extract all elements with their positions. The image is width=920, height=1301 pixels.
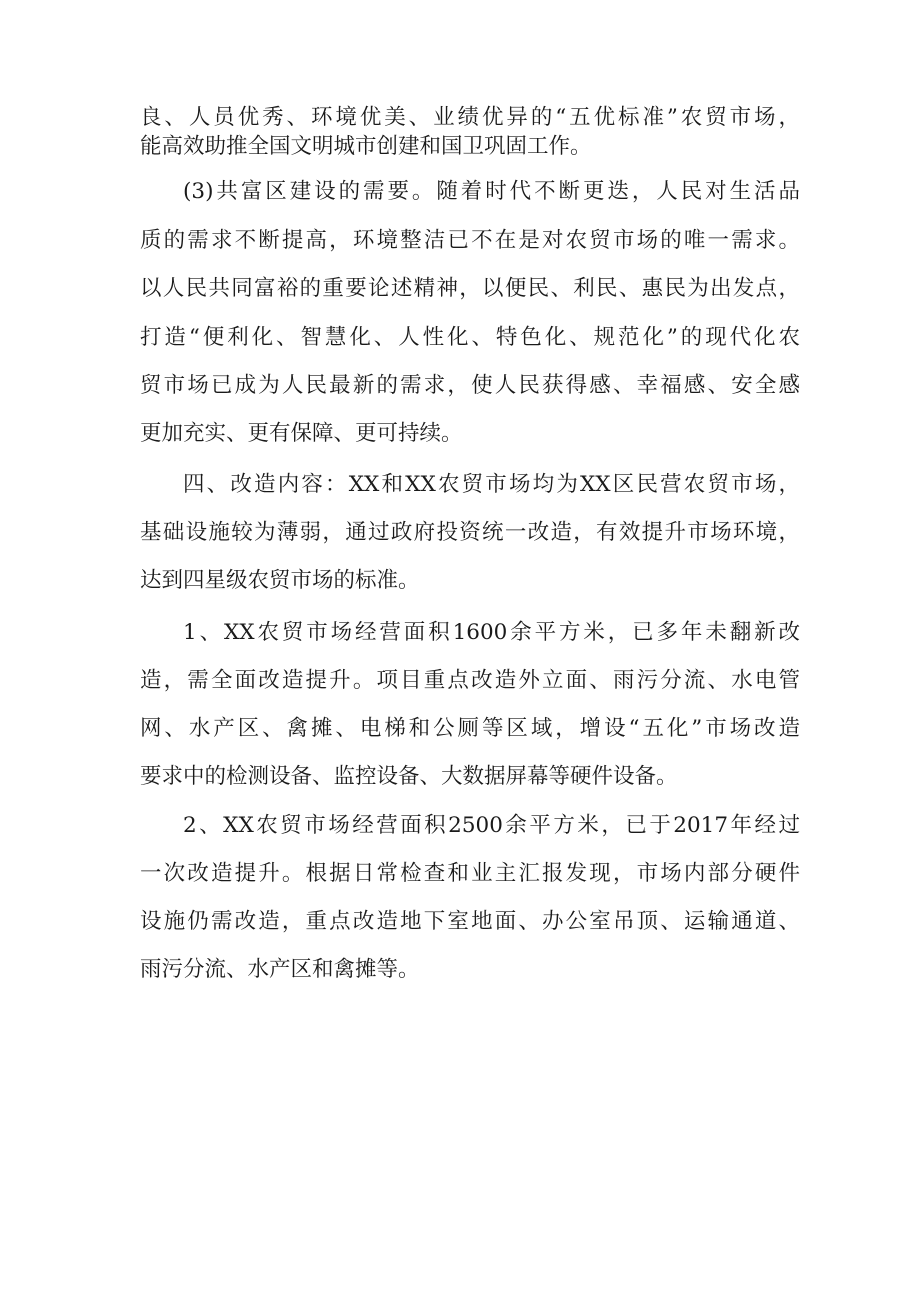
text-line: 一次改造提升。根据日常检查和业主汇报发现，市场内部分硬件 [140, 861, 800, 886]
text-line: 四、改造内容：XX和XX农贸市场均为XX区民营农贸市场， [183, 472, 800, 497]
text-line: 设施仍需改造，重点改造地下室地面、办公室吊顶、运输通道、 [140, 909, 800, 934]
text-line: 贸市场已成为人民最新的需求，使人民获得感、幸福感、安全感 [140, 373, 800, 398]
text-line: 质的需求不断提高，环境整洁已不在是对农贸市场的唯一需求。 [140, 228, 800, 253]
text-line: 2、XX农贸市场经营面积2500余平方米，已于2017年经过 [183, 813, 800, 838]
text-line: 打造“便利化、智慧化、人性化、特色化、规范化”的现代化农 [140, 325, 800, 350]
text-line: 要求中的检测设备、监控设备、大数据屏幕等硬件设备。 [140, 764, 678, 789]
text-line: 达到四星级农贸市场的标准。 [140, 568, 420, 593]
text-line: 1、XX农贸市场经营面积1600余平方米，已多年未翻新改 [183, 620, 800, 645]
text-line: 能高效助推全国文明城市创建和国卫巩固工作。 [140, 134, 592, 159]
text-line: 以人民共同富裕的重要论述精神，以便民、利民、惠民为出发点， [140, 276, 800, 301]
text-line: 网、水产区、禽摊、电梯和公厕等区域，增设“五化”市场改造 [140, 716, 800, 741]
text-line: 造，需全面改造提升。项目重点改造外立面、雨污分流、水电管 [140, 668, 800, 693]
text-line: 雨污分流、水产区和禽摊等。 [140, 957, 420, 982]
text-line: 更加充实、更有保障、更可持续。 [140, 421, 463, 446]
text-line: (3)共富区建设的需要。随着时代不断更迭，人民对生活品 [183, 179, 800, 204]
text-line: 基础设施较为薄弱，通过政府投资统一改造，有效提升市场环境， [140, 520, 800, 545]
text-line: 良、人员优秀、环境优美、业绩优异的“五优标准”农贸市场， [140, 105, 800, 130]
